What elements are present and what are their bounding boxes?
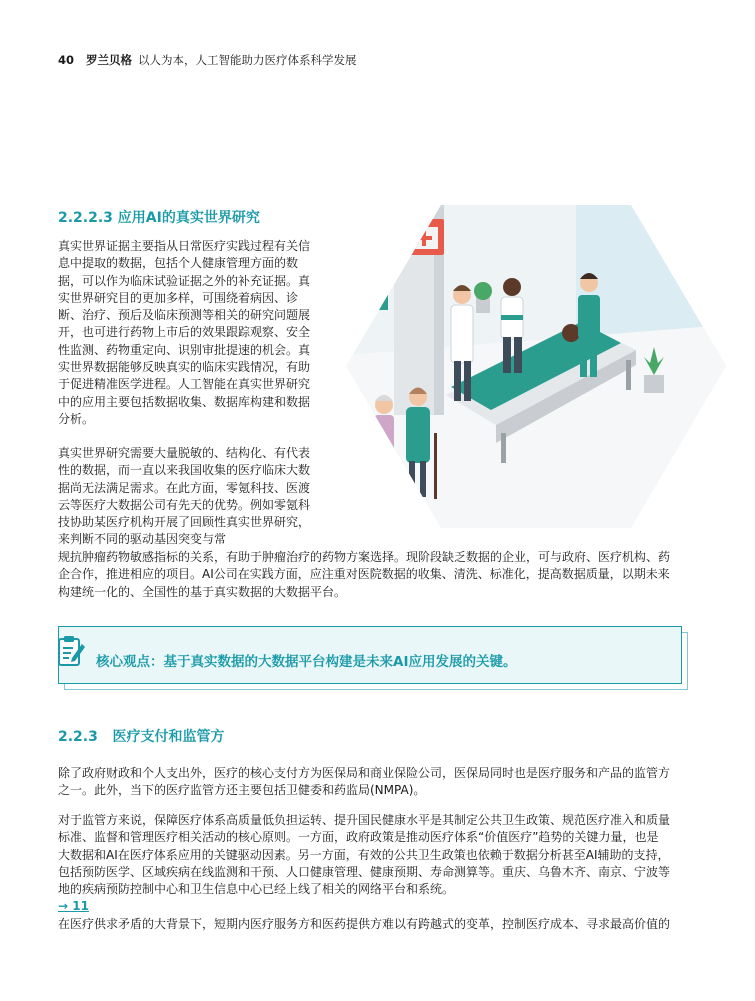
hospital-illustration [346,205,726,528]
section-heading-payer [58,726,225,746]
text-line: 除了政府财政和个人支出外，医疗的核心支付方为医保局和商业保险公司，医保局同时也是医疗服务和产品的监管方 [58,766,671,780]
payer-paragraph-3 [58,916,698,933]
brand-name: 罗兰贝格 [86,53,133,67]
text-line: 地的疾病预防控制中心和卫生信息中心已经上线了相关的网络平台和系统。 [58,882,455,897]
clipboard-pen-icon [56,634,86,668]
text-line: 规抗肿瘤药物敏感指标的关系，有助于肿瘤治疗的药物方案选择。现阶段缺乏数据的企业，可与政府、医疗机构、药 [58,550,671,564]
text-line: 在医疗供求矛盾的大背景下，短期内医疗服务方和医药提供方难以有跨越式的变革，控制医疗成本、寻求最高价值的 [58,917,671,931]
text-line: 企合作，推进相应的项目。AI公司在实践方面，应注重对医院数据的收集、清洗、标准化，提高数据质量，以期未来 [58,567,670,582]
running-header [58,52,357,68]
text-line-with-ref [58,881,698,916]
key-point-box [58,626,688,690]
text-line: 包括预防医学、区域疾病在线监测和干预、人口健康管理、健康预期、寿命测算等。重庆、乌鲁木齐、南京、宁波等 [58,864,671,879]
rwe-paragraph-1: 真实世界证据主要指从日常医疗实践过程有关信息中提取的数据，包括个人健康管理方面的数据，可以作为临床试验证据之外的补充证据。真实世界研究目的更加多样，可围绕着病因、诊断、治疗、预后及临床预测等相关的研究问题展开，也可进行药物上市后的效果跟踪观察、安全性监测、药物重定向、识别审批提速的机会。真实世界数据能够反映真实的临床实践情况，有助于促进精准医学进程。人工智能在真实世界研究中的应用主要包括数据收集、数据库构建和数据分析。 [58,239,311,426]
payer-paragraph-2 [58,812,698,916]
text-line: 之一。此外，当下的医疗监管方还主要包括卫健委和药监局(NMPA)。 [58,783,426,798]
page-number: 40 [58,53,75,67]
text-line: 构建统一化的、全国性的基于真实数据的大数据平台。 [58,584,347,599]
payer-paragraph-1 [58,765,698,800]
section-heading-rwe: 2.2.2.3 应用AI的真实世界研究 [58,210,260,226]
text-line: 大数据和AI在医疗体系应用的关键驱动因素。另一方面，有效的公共卫生政策也依赖于数据分析甚至AI辅助的支持， [58,847,670,862]
rwe-paragraph-2-narrow: 真实世界研究需要大量脱敏的、结构化、有代表性的数据，而一直以来我国收集的医疗临床大数据尚无法满足需求。在此方面，零氪科技、医渡云等医疗大数据公司有先天的优势。例如零氪科技协助某医疗机构开展了回顾性真实世界研究，来判断不同的驱动基因突变与常 [58,446,311,547]
key-point-text: 核心观点：基于真实数据的大数据平台构建是未来AI应用发展的关键。 [96,654,517,670]
reference-link[interactable]: → 11 [58,899,89,914]
text-line: 对于监管方来说，保障医疗体系高质量低负担运转、提升国民健康水平是其制定公共卫生政策、规范医疗准入和质量 [58,813,671,827]
report-title: 以人为本，人工智能助力医疗体系科学发展 [138,53,357,67]
text-line: 标准、监督和管理医疗相关活动的核心原则。一方面，政府政策是推动医疗体系“价值医疗”趋势的关键力量，也是 [58,830,659,845]
rwe-paragraph-2-wide [58,549,698,601]
section-number: 2.2.3 [58,729,98,745]
section-title: 医疗支付和监管方 [112,729,225,745]
